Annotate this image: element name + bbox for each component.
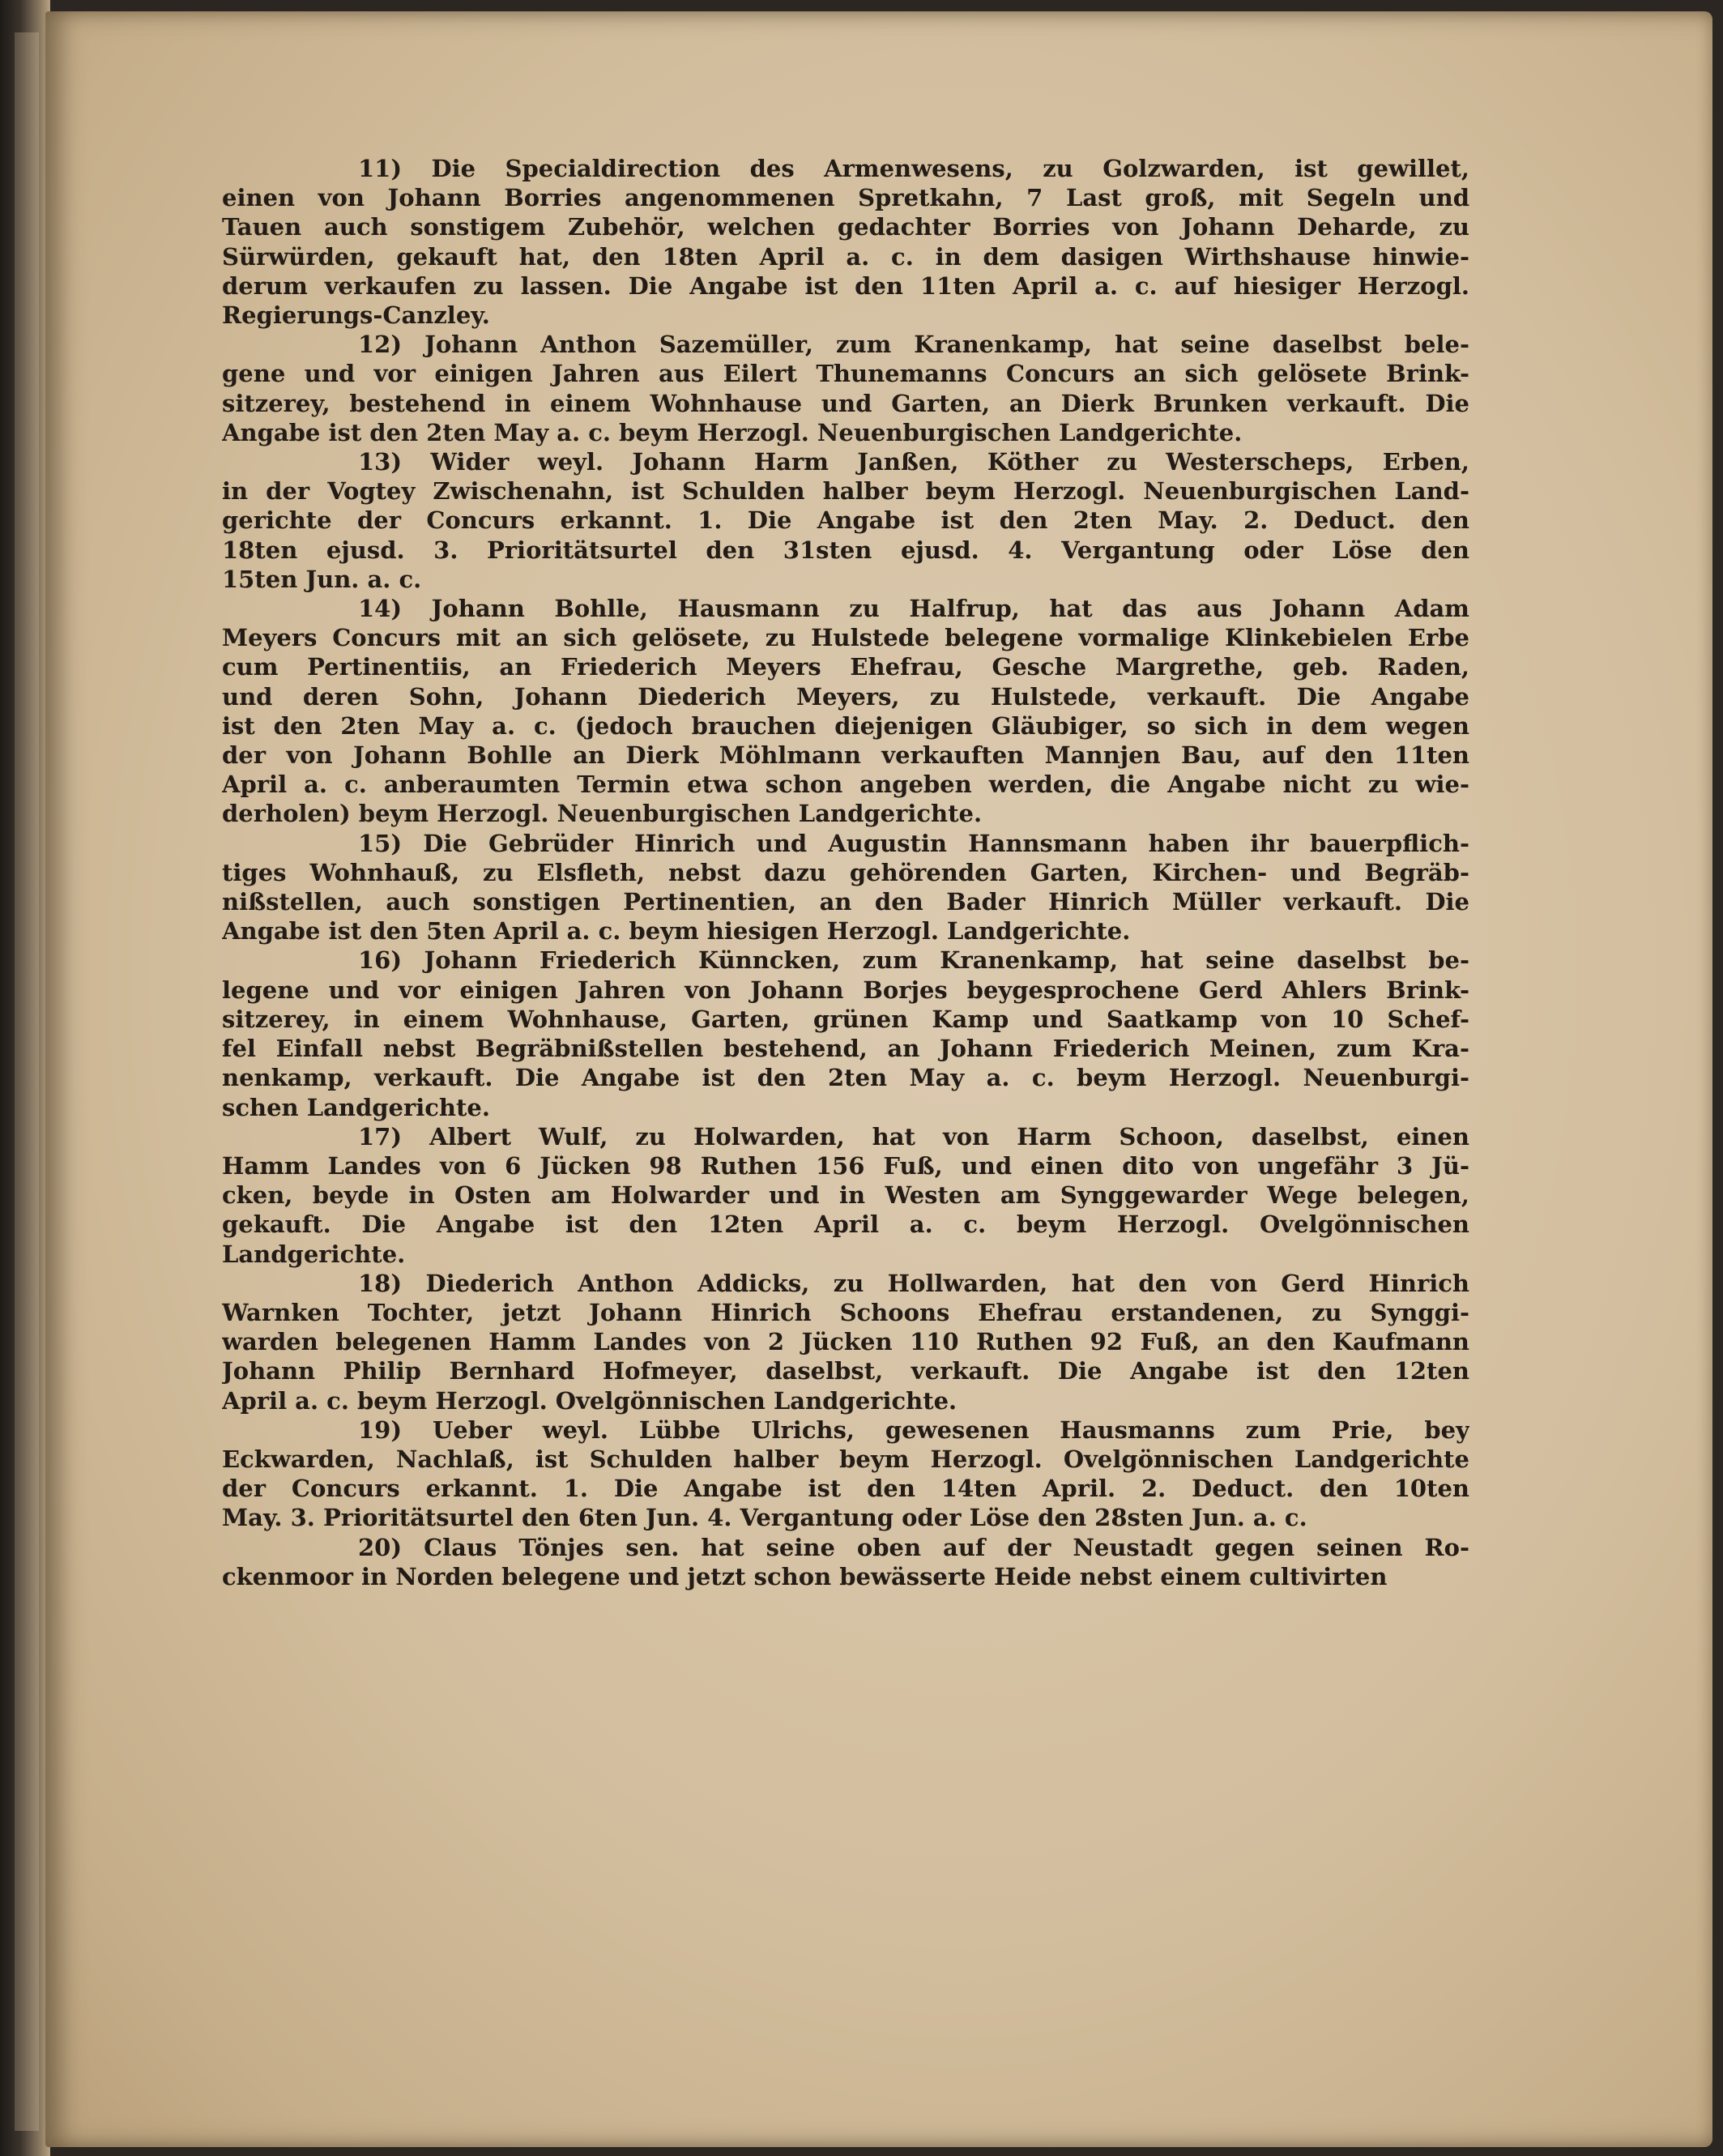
entry-first-line bbox=[222, 447, 1469, 476]
entry-line-text: 18ten ejusd. 3. Prioritätsurtel den 31sten ejusd. 4. Vergantung oder Löse den bbox=[222, 536, 1469, 564]
entry-line bbox=[222, 359, 1469, 388]
entry-line bbox=[222, 1562, 1469, 1591]
entry-line-text: Claus Tönjes sen. hat seine oben auf der Neustadt gegen seinen Ro- bbox=[424, 1533, 1469, 1561]
entry-line-text: Hamm Landes von 6 Jücken 98 Ruthen 156 Fuß, und einen dito von ungefähr 3 Jü- bbox=[222, 1151, 1469, 1180]
entry-first-line bbox=[222, 1533, 1469, 1562]
entry-line bbox=[222, 623, 1469, 652]
entry-line bbox=[222, 1005, 1469, 1034]
entry-number: 11) bbox=[358, 155, 403, 182]
page-text bbox=[222, 154, 1469, 1591]
entry-line-text: sitzerey, bestehend in einem Wohnhause und Garten, an Dierk Brunken verkauft. Die bbox=[222, 389, 1469, 417]
notice-entry bbox=[222, 829, 1469, 946]
entry-line-text: in der Vogtey Zwischenahn, ist Schulden halber beym Herzogl. Neuenburgischen Land- bbox=[222, 477, 1469, 506]
entry-line-text: warden belegenen Hamm Landes von 2 Jücken 110 Ruthen 92 Fuß, an den Kaufmann bbox=[222, 1328, 1469, 1356]
notice-entry bbox=[222, 447, 1469, 594]
entry-line-text: derum verkaufen zu lassen. Die Angabe ist den 11ten April a. c. auf hiesiger Herzogl. bbox=[222, 271, 1469, 300]
entry-first-line bbox=[222, 1269, 1469, 1298]
entry-line bbox=[222, 271, 1469, 301]
entry-line-text: Johann Philip Bernhard Hofmeyer, daselbst, verkauft. Die Angabe ist den 12ten bbox=[222, 1357, 1469, 1385]
entry-line-text: einen von Johann Borries angenommenen Spretkahn, 7 Last groß, mit Segeln und bbox=[222, 184, 1469, 212]
entry-line-text: Regierungs-Canzley. bbox=[222, 301, 490, 330]
entry-number: 15) bbox=[358, 829, 403, 857]
notice-entry bbox=[222, 1415, 1469, 1533]
notice-entry bbox=[222, 1269, 1469, 1415]
entry-line bbox=[222, 1445, 1469, 1474]
entry-line-text: der von Johann Bohlle an Dierk Möhlmann verkauften Mannjen Bau, auf den 11ten bbox=[222, 741, 1469, 770]
entry-line-text: cken, beyde in Osten am Holwarder und in Westen am Synggewarder Wege belegen, bbox=[222, 1181, 1469, 1210]
entry-line-text: Ueber weyl. Lübbe Ulrichs, gewesenen Hausmanns zum Prie, bey bbox=[432, 1415, 1469, 1444]
entry-line-text: Sürwürden, gekauft hat, den 18ten April a. c. in dem dasigen Wirthshause hinwie- bbox=[222, 242, 1469, 271]
entry-line bbox=[222, 1240, 1469, 1269]
entry-line bbox=[222, 506, 1469, 535]
entry-number: 20) bbox=[358, 1533, 403, 1561]
entry-first-line bbox=[222, 154, 1469, 183]
entry-line bbox=[222, 1151, 1469, 1180]
entry-line-text: schen Landgerichte. bbox=[222, 1093, 490, 1121]
entry-line-text: und deren Sohn, Johann Diederich Meyers, zu Hulstede, verkauft. Die Angabe bbox=[222, 682, 1469, 711]
entry-line-text: ist den 2ten May a. c. (jedoch brauchen diejenigen Gläubiger, so sich in dem wegen bbox=[222, 711, 1469, 740]
notice-entry bbox=[222, 946, 1469, 1121]
entry-line bbox=[222, 916, 1469, 946]
entry-line-text: fel Einfall nebst Begräbnißstellen bestehend, an Johann Friederich Meinen, zum Kra- bbox=[222, 1035, 1469, 1063]
entry-line-text: Tauen auch sonstigem Zubehör, welchen gedachter Borries von Johann Deharde, zu bbox=[222, 213, 1469, 241]
entry-line bbox=[222, 1298, 1469, 1327]
entry-line-text: Wider weyl. Johann Harm Janßen, Köther zu Westerscheps, Erben, bbox=[430, 448, 1469, 476]
notice-entry bbox=[222, 330, 1469, 447]
entry-number: 19) bbox=[358, 1415, 403, 1444]
notice-entry bbox=[222, 594, 1469, 829]
entry-line bbox=[222, 1210, 1469, 1239]
entry-first-line bbox=[222, 1415, 1469, 1445]
entry-line bbox=[222, 536, 1469, 565]
entry-line bbox=[222, 1034, 1469, 1063]
entry-line bbox=[222, 1503, 1469, 1532]
entry-line-text: May. 3. Prioritätsurtel den 6ten Jun. 4. Vergantung oder Löse den 28sten Jun. a. c. bbox=[222, 1504, 1307, 1532]
entry-line bbox=[222, 682, 1469, 711]
entry-line-text: Die Gebrüder Hinrich und Augustin Hannsmann haben ihr bauerpflich- bbox=[423, 829, 1469, 857]
entry-first-line bbox=[222, 330, 1469, 359]
entry-line-text: gene und vor einigen Jahren aus Eilert Thunemanns Concurs an sich gelösete Brink- bbox=[222, 360, 1469, 388]
entry-number: 14) bbox=[358, 595, 403, 623]
entry-line bbox=[222, 799, 1469, 828]
entry-line-text: April a. c. beym Herzogl. Ovelgönnischen Landgerichte. bbox=[222, 1386, 957, 1415]
entry-line-text: tiges Wohnhauß, zu Elsfleth, nebst dazu gehörenden Garten, Kirchen- und Begräb- bbox=[222, 858, 1469, 886]
entry-line bbox=[222, 711, 1469, 741]
entry-line bbox=[222, 887, 1469, 916]
entry-line bbox=[222, 1474, 1469, 1503]
entry-line bbox=[222, 652, 1469, 681]
entry-first-line bbox=[222, 946, 1469, 975]
entry-line-text: Johann Bohlle, Hausmann zu Halfrup, hat das aus Johann Adam bbox=[431, 595, 1469, 623]
facing-page-edge bbox=[15, 32, 39, 2131]
entry-line bbox=[222, 418, 1469, 447]
entry-first-line bbox=[222, 594, 1469, 623]
entry-number: 13) bbox=[358, 448, 403, 476]
entry-line bbox=[222, 1356, 1469, 1385]
entry-line-text: April a. c. anberaumten Termin etwa schon angeben werden, die Angabe nicht zu wie- bbox=[222, 771, 1469, 799]
entry-line-text: Johann Friederich Künncken, zum Kranenkamp, hat seine daselbst be- bbox=[424, 946, 1469, 975]
notice-entry bbox=[222, 1122, 1469, 1269]
entry-line-text: nenkamp, verkauft. Die Angabe ist den 2ten May a. c. beym Herzogl. Neuenburgi- bbox=[222, 1064, 1469, 1092]
entry-line-text: Meyers Concurs mit an sich gelösete, zu Hulstede belegene vormalige Klinkebielen Erbe bbox=[222, 624, 1469, 652]
entry-line-text: Eckwarden, Nachlaß, ist Schulden halber beym Herzogl. Ovelgönnischen Landgerichte bbox=[222, 1445, 1469, 1473]
entry-line bbox=[222, 565, 1469, 594]
entry-number: 16) bbox=[358, 946, 403, 975]
entry-line-text: nißstellen, auch sonstigen Pertinentien, an den Bader Hinrich Müller verkauft. Die bbox=[222, 888, 1469, 916]
entry-line-text: gerichte der Concurs erkannt. 1. Die Angabe ist den 2ten May. 2. Deduct. den bbox=[222, 506, 1469, 535]
notice-entry bbox=[222, 1533, 1469, 1591]
entry-line-text: Angabe ist den 5ten April a. c. beym hiesigen Herzogl. Landgerichte. bbox=[222, 917, 1131, 946]
entry-line-text: legene und vor einigen Jahren von Johann Borjes beygesprochene Gerd Ahlers Brink- bbox=[222, 976, 1469, 1004]
entry-line-text: Die Specialdirection des Armenwesens, zu Golzwarden, ist gewillet, bbox=[431, 155, 1469, 182]
entry-number: 18) bbox=[358, 1269, 403, 1297]
entry-line bbox=[222, 1180, 1469, 1210]
entry-line bbox=[222, 476, 1469, 506]
entry-line-text: Warnken Tochter, jetzt Johann Hinrich Schoons Ehefrau erstandenen, zu Synggi- bbox=[222, 1298, 1469, 1326]
entry-first-line bbox=[222, 829, 1469, 858]
entry-line-text: ckenmoor in Norden belegene und jetzt schon bewässerte Heide nebst einem cultivirten bbox=[222, 1562, 1388, 1590]
entry-line-text: gekauft. Die Angabe ist den 12ten April a. c. beym Herzogl. Ovelgönnischen bbox=[222, 1210, 1469, 1239]
entry-line bbox=[222, 858, 1469, 887]
entry-line-text: 15ten Jun. a. c. bbox=[222, 565, 422, 593]
entry-line bbox=[222, 183, 1469, 212]
notice-entry bbox=[222, 154, 1469, 330]
entry-line bbox=[222, 1093, 1469, 1122]
entry-line-text: cum Pertinentiis, an Friederich Meyers Ehefrau, Gesche Margrethe, geb. Raden, bbox=[222, 653, 1469, 681]
entry-line-text: Albert Wulf, zu Holwarden, hat von Harm Schoon, daselbst, einen bbox=[429, 1122, 1469, 1151]
entry-line-text: derholen) beym Herzogl. Neuenburgischen Landgerichte. bbox=[222, 800, 983, 828]
entry-line bbox=[222, 976, 1469, 1005]
entry-line-text: Diederich Anthon Addicks, zu Hollwarden, hat den von Gerd Hinrich bbox=[425, 1269, 1469, 1297]
entry-first-line bbox=[222, 1122, 1469, 1151]
entry-line-text: sitzerey, in einem Wohnhause, Garten, grünen Kamp und Saatkamp von 10 Schef- bbox=[222, 1005, 1469, 1033]
entry-line-text: Angabe ist den 2ten May a. c. beym Herzogl. Neuenburgischen Landgerichte. bbox=[222, 418, 1243, 446]
entry-line bbox=[222, 389, 1469, 418]
entry-number: 12) bbox=[358, 331, 403, 359]
entry-line bbox=[222, 301, 1469, 330]
entry-line bbox=[222, 1327, 1469, 1356]
entry-line-text: Landgerichte. bbox=[222, 1240, 406, 1268]
entry-number: 17) bbox=[358, 1122, 403, 1151]
entry-line bbox=[222, 212, 1469, 241]
entry-line bbox=[222, 1063, 1469, 1092]
entry-line bbox=[222, 242, 1469, 271]
entry-line-text: der Concurs erkannt. 1. Die Angabe ist den 14ten April. 2. Deduct. den 10ten bbox=[222, 1475, 1469, 1503]
entry-line bbox=[222, 770, 1469, 799]
entry-line bbox=[222, 1386, 1469, 1415]
document-page bbox=[45, 11, 1712, 2147]
entry-line bbox=[222, 741, 1469, 770]
entry-line-text: Johann Anthon Sazemüller, zum Kranenkamp, hat seine daselbst bele- bbox=[424, 331, 1469, 359]
